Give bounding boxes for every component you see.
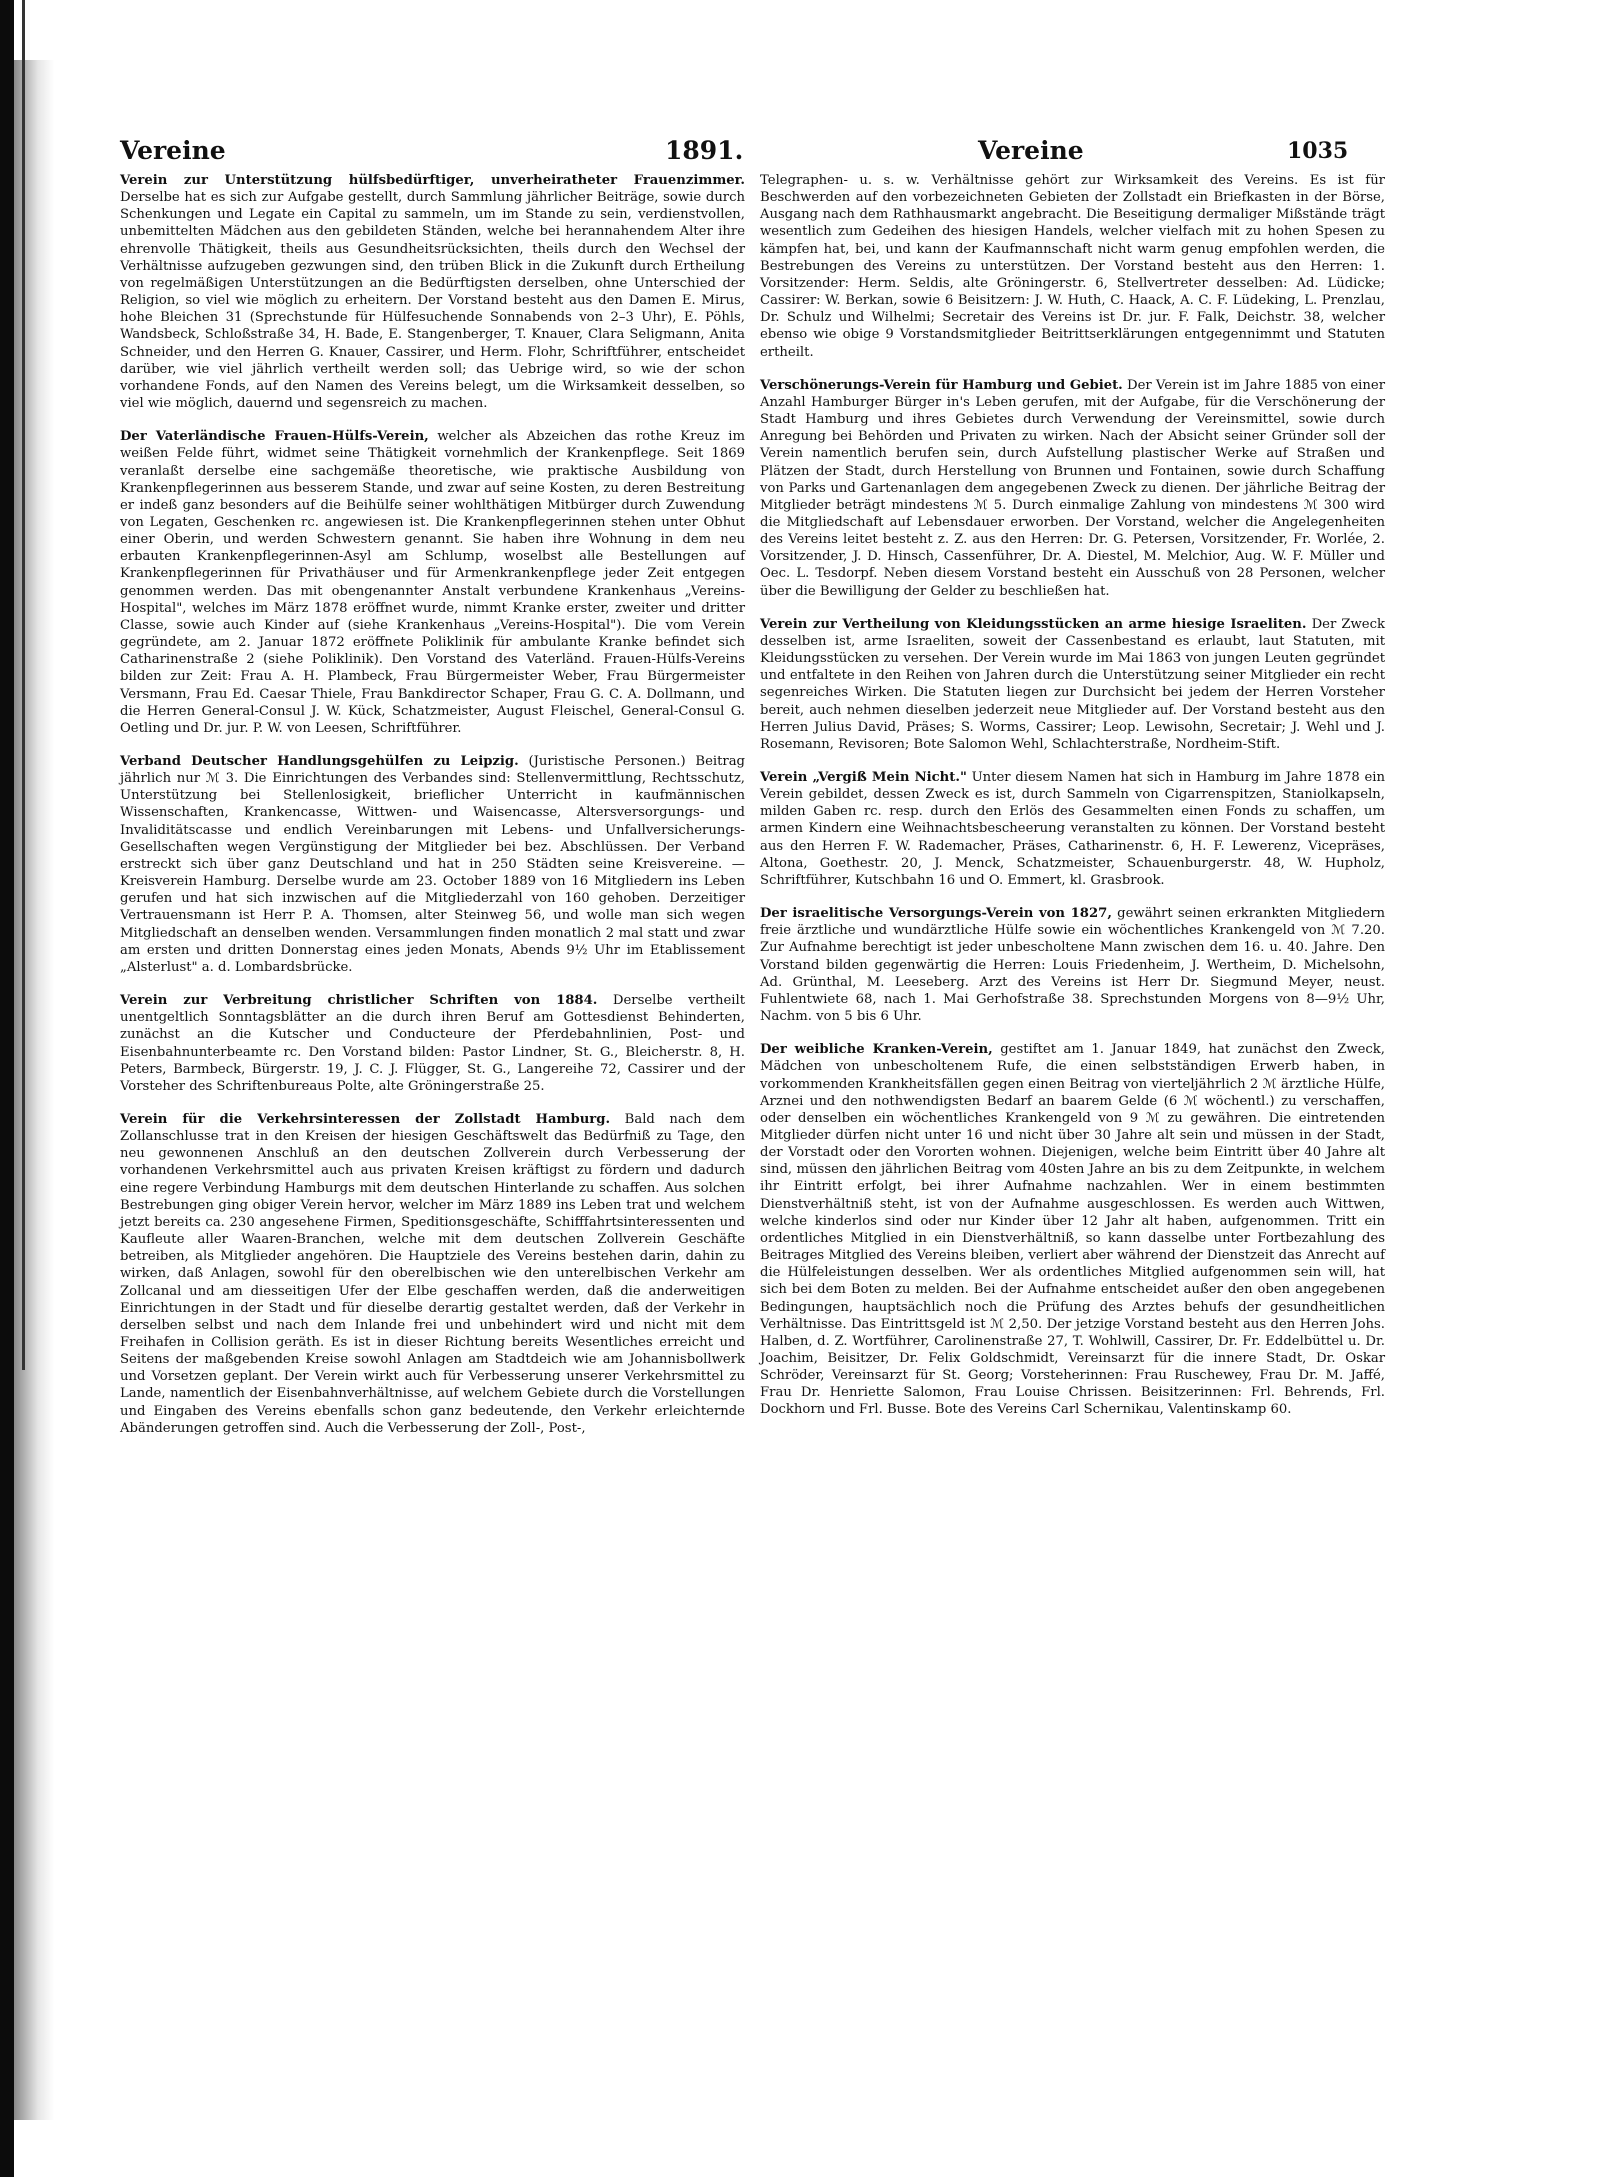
entry [120, 1111, 745, 1437]
header-year: 1891. [665, 136, 744, 165]
entry-title: Verein für die Verkehrsinteressen der Zollstadt Hamburg. [120, 1111, 611, 1127]
running-header [60, 136, 1349, 172]
page-gutter [14, 60, 54, 2120]
entry [120, 992, 745, 1095]
binding-shadow [0, 0, 14, 2177]
header-right-title: Vereine [978, 136, 1084, 165]
entry-text: Derselbe hat es sich zur Aufgabe gestellt, durch Sammlung jährlicher Beiträge, sowie durch Schenkungen und Legate ein Capital zu sammeln, um im Stande zu sein, verdienstvollen, unbemittelten Mädchen aus den gebildeten Ständen, welche bei herannahendem Alter ihre ehrenvolle Thätigkeit, theils aus Gesundheitsrücksichten, theils durch den Wechsel der Verhältnisse aufzugeben gezwungen sind, den trüben Blick in die Zukunft durch Ertheilung von regelmäßigen Unterstützungen an die Bedürftigsten derselben, ohne Unterschied der Religion, so viel wie möglich zu erheitern. Der Vorstand besteht aus den Damen E. Mirus, hohe Bleichen 31 (Sprechstunde für Hülfesuchende Sonnabends von 2–3 Uhr), E. Pöhls, Wandsbeck, Schloßstraße 34, H. Bade, E. Stangenberger, T. Knauer, Clara Seligmann, Anita Schneider, und den Herren G. Knauer, Cassirer, und Herm. Flohr, Schriftführer, entscheidet darüber, wie viel jährlich vertheilt werden soll; das Uebrige wird, so wie der schon vorhandene Fonds, auf den Namen des Vereins belegt, um die Wirksamkeit desselben, so viel wie möglich, dauernd und segensreich zu machen. [120, 190, 745, 412]
entry [760, 905, 1385, 1025]
entry-title: Der Vaterländische Frauen-Hülfs-Verein, [120, 429, 429, 445]
page [60, 136, 1385, 1986]
right-column [760, 172, 1385, 1435]
entry-title: Verband Deutscher Handlungsgehülfen zu Leipzig. [120, 754, 519, 769]
entry-text: Unter diesem Namen hat sich in Hamburg im Jahre 1878 ein Verein gebildet, dessen Zweck es ist, durch Sammeln von Cigarrenspitzen, Staniolkapseln, milden Gaben rc. resp. durch den Erlös des Gesammelten einen Fonds zu schaffen, um armen Kindern eine Weihnachtsbescheerung veranstalten zu können. Der Vorstand besteht aus den Herren F. W. Rademacher, Präses, Catharinenstr. 6, H. F. Lewerenz, Vicepräses, Altona, Goethestr. 20, J. Menck, Schatzmeister, Schauenburgerstr. 48, W. Hupholz, Schriftführer, Kutschbahn 16 und O. Emmert, kl. Grasbrook. [760, 770, 1385, 888]
entry [120, 428, 745, 737]
entry-title: Verein zur Verbreitung christlicher Schriften von 1884. [120, 993, 598, 1009]
entry-text: Telegraphen- u. s. w. Verhältnisse gehört zur Wirksamkeit des Vereins. Es ist für Beschwerden auf den vorbezeichneten Gebieten der Zollstadt ein Briefkasten in der Börse, Ausgang nach dem Rathhausmarkt angebracht. Die Beseitigung dermaliger Mißstände trägt wesentlich zum Gedeihen des hiesigen Handels, welcher vielfach mit zu hohen Spesen zu kämpfen hat, bei, und kann der Kaufmannschaft nicht warm genug empfohlen werden, die Bestrebungen des Vereins zu unterstützen. Der Vorstand besteht aus den Herren: 1. Vorsitzender: Herm. Seldis, alte Gröningerstr. 6, Stellvertreter desselben: Ad. Lüdicke; Cassirer: W. Berkan, sowie 6 Beisitzern: J. W. Huth, C. Haack, A. C. F. Lüdeking, L. Prenzlau, Dr. Schulz und Wilhelmi; Secretair des Vereins ist Dr. jur. F. Falk, Deichstr. 38, welcher ebenso wie obige 9 Vorstandsmitglieder Beitrittserklärungen entgegennimmt und Statuten ertheilt. [760, 173, 1385, 360]
header-left-title: Vereine [120, 136, 226, 165]
entry-title: Verein zur Unterstützung hülfsbedürftiger, unverheiratheter Frauenzimmer. [120, 173, 745, 188]
left-column [120, 172, 745, 1453]
entry [760, 616, 1385, 753]
entry [120, 172, 745, 412]
entry-text: Bald nach dem Zollanschlusse trat in den Kreisen der hiesigen Geschäftswelt das Bedürfniß zu Tage, den neu gewonnenen Anschluß an den deutschen Zollverein durch Verbesserung der vorhandenen Verkehrsmittel auch aus privaten Kreisen kräftigst zu fördern und dadurch eine regere Verbindung Hamburgs mit dem deutschen Hinterlande zu schaffen. Aus solchen Bestrebungen ging obiger Verein hervor, welcher im März 1889 ins Leben trat und welchem jetzt bereits ca. 230 angesehene Firmen, Speditionsgeschäfte, Schifffahrtsinteressenten und Kaufleute aller Waaren-Branchen, welche mit dem deutschen Zollverein Geschäfte betreiben, als Mitglieder angehören. Die Hauptziele des Vereins bestehen darin, dahin zu wirken, daß Anlagen, sowohl für den oberelbischen wie den unterelbischen Verkehr am Zollcanal und am diesseitigen Ufer der Elbe geschaffen werden, daß die anderweitigen Einrichtungen in der Stadt und für dieselbe derartig gestaltet werden, daß der Verkehr in derselben selbst und nach dem Inlande frei und unbehindert wird und nicht mit dem Freihafen in Collision geräth. Es ist in dieser Richtung bereits Wesentliches erreicht und Seitens der maßgebenden Kreise sowohl Anlagen am Stadtdeich wie am Johannisbollwerk und Vorsetzen geplant. Der Verein wirkt auch für Verbesserung unserer Verkehrsmittel zu Lande, namentlich der Eisenbahnverhältnisse, auf welchem Gebiete durch die Vorstellungen und Eingaben des Vereins ebenfalls schon ganz bedeutende, den Verkehr erleichternde Abänderungen getroffen sind. Auch die Verbesserung der Zoll-, Post-, [120, 1111, 745, 1436]
entry-text: gestiftet am 1. Januar 1849, hat zunächst den Zweck, Mädchen von unbescholtenem Rufe, die einen selbstständigen Erwerb haben, in vorkommenden Krankheitsfällen gegen einen Beitrag von vierteljährlich 2 ℳ ärztliche Hülfe, Arznei und den nothwendigsten Bedarf an baarem Gelde (6 ℳ wöchentl.) zu verschaffen, oder denselben ein wöchentliches Krankengeld von 9 ℳ zu gewähren. Die eintretenden Mitglieder dürfen nicht unter 16 und nicht über 30 Jahre alt sein und müssen in der Stadt, der Vorstadt oder den Vororten wohnen. Diejenigen, welche beim Eintritt über 40 Jahre alt sind, müssen den jährlichen Beitrag vom 40sten Jahre an bis zu dem Zeitpunkte, in welchem ihr Eintritt erfolgt, bei ihrer Aufnahme nachzahlen. Wer in einem bestimmten Dienstverhältniß steht, ist von der Aufnahme ausgeschlossen. Es werden auch Wittwen, welche kinderlos sind oder nur Kinder über 12 Jahr alt haben, aufgenommen. Tritt ein ordentliches Mitglied in ein Dienstverhältniß, so kann dasselbe unter Fortbezahlung des Beitrages Mitglied des Vereins bleiben, verliert aber während der Dienstzeit das Anrecht auf die Hülfeleistungen desselben. Wer als ordentliches Mitglied aufgenommen sein will, hat sich bei dem Boten zu melden. Bei der Aufnahme entscheidet außer den oben angegebenen Bedingungen, hauptsächlich noch die Prüfung des Arztes behufs der gesundheitlichen Verhältnisse. Das Eintrittsgeld ist ℳ 2,50. Der jetzige Vorstand besteht aus den Herren Johs. Halben, d. Z. Wortführer, Carolinenstraße 27, T. Wohlwill, Cassirer, Dr. Fr. Eddelbüttel u. Dr. Joachim, Beisitzer, Dr. Felix Goldschmidt, Vereinsarzt für die innere Stadt, Dr. Oskar Schröder, Vereinsarzt für St. Georg; Vorsteherinnen: Frau Ruschewey, Frau Dr. M. Jaffé, Frau Dr. Henriette Salomon, Frau Louise Chrissen. Beisitzerinnen: Frl. Behrends, Frl. Dockhorn und Frl. Busse. Bote des Vereins Carl Schernikau, Valentinskamp 60. [760, 1042, 1385, 1418]
entry-text: Der Verein ist im Jahre 1885 von einer Anzahl Hamburger Bürger in's Leben gerufen, mit der Aufgabe, für die Verschönerung der Stadt Hamburg und ihres Gebietes durch Verwendung der Vereinsmittel, sowie durch Anregung bei Behörden und Privaten zu wirken. Nach der Absicht seiner Gründer soll der Verein namentlich berufen sein, durch Aufstellung plastischer Werke auf Straßen und Plätzen der Stadt, durch Herstellung von Brunnen und Fontainen, sowie durch Schaffung von Parks und Gartenanlagen dem angegebenen Zweck zu dienen. Der jährliche Beitrag der Mitglieder beträgt mindestens ℳ 5. Durch einmalige Zahlung von mindestens ℳ 300 wird die Mitgliedschaft auf Lebensdauer erworben. Der Vorstand, welcher die Angelegenheiten des Vereins leitet besteht z. Z. aus den Herren: Dr. G. Petersen, Vorsitzender, Fr. Worlée, 2. Vorsitzender, J. D. Hinsch, Cassenführer, Dr. A. Diestel, M. Melchior, Aug. W. F. Müller und Oec. L. Tesdorpf. Neben diesem Vorstand besteht ein Ausschuß von 28 Personen, welcher über die Bewilligung der Gelder zu beschließen hat. [760, 377, 1385, 599]
entry [120, 753, 745, 976]
entry [760, 377, 1385, 600]
entry-title: Verschönerungs-Verein für Hamburg und Gebiet. [760, 377, 1123, 393]
entry [760, 769, 1385, 889]
entry-title: Verein zur Vertheilung von Kleidungsstücken an arme hiesige Israeliten. [760, 616, 1307, 632]
entry-title: Der israelitische Versorgungs-Verein von 1827, [760, 906, 1112, 922]
page-number: 1035 [1287, 138, 1349, 164]
entry-text: (Juristische Personen.) Beitrag jährlich nur ℳ 3. Die Einrichtungen des Verbandes sind: Stellenvermittlung, Rechtsschutz, Unterstützung bei Stellenlosigkeit, brieflicher Unterricht in kaufmännischen Wissenschaften, Krankencasse, Wittwen- und Waisencasse, Altersversorgungs- und Invaliditätscasse und endlich Vereinbarungen mit Lebens- und Unfallversicherungs-Gesellschaften wegen Vergünstigung der Mitglieder bei bez. Abschlüssen. Der Verband erstreckt sich über ganz Deutschland und hat in 250 Städten seine Kreisvereine. — Kreisverein Hamburg. Derselbe wurde am 23. October 1889 von 16 Mitgliedern ins Leben gerufen und hat sich inzwischen auf die Mitgliederzahl von 160 gehoben. Derzeitiger Vertrauensmann ist Herr P. A. Thomsen, alter Steinweg 56, und wolle man sich wegen Mitgliedschaft an denselben wenden. Versammlungen finden monatlich 2 mal statt und zwar am ersten und dritten Donnerstag eines jeden Monats, Abends 9½ Uhr im Etablissement „Alsterlust" a. d. Lombardsbrücke. [120, 754, 745, 975]
entry-title: Verein „Vergiß Mein Nicht." [760, 770, 967, 785]
entry [760, 1041, 1385, 1418]
binding-edge [22, 0, 25, 1370]
entry-text: welcher als Abzeichen das rothe Kreuz im weißen Felde führt, widmet seine Thätigkeit vornehmlich der Krankenpflege. Seit 1869 veranlaßt derselbe eine sachgemäße theoretische, wie praktische Ausbildung von Krankenpflegerinnen aus besserem Stande, und zwar auf seine Kosten, zu deren Bestreitung er indeß ganz besonders auf die Beihülfe seiner wohlthätigen Mitbürger durch Zuwendung von Legaten, Geschenken rc. angewiesen ist. Die Krankenpflegerinnen stehen unter Obhut einer Oberin, und werden Schwestern genannt. Sie haben ihre Wohnung in dem neu erbauten Krankenpflegerinnen-Asyl am Schlump, woselbst alle Bestellungen auf Krankenpflegerinnen für Privathäuser und für Armenkrankenpflege jeder Zeit entgegen genommen werden. Das mit obengenannter Anstalt verbundene Krankenhaus „Vereins-Hospital", welches im März 1878 eröffnet wurde, nimmt Kranke erster, zweiter und dritter Classe, sowie auch Kinder auf (siehe Krankenhaus „Vereins-Hospital"). Die vom Verein gegründete, am 2. Januar 1872 eröffnete Poliklinik für ambulante Kranke befindet sich Catharinenstraße 2 (siehe Poliklinik). Den Vorstand des Vaterländ. Frauen-Hülfs-Vereins bilden zur Zeit: Frau A. H. Plambeck, Frau Bürgermeister Weber, Frau Bürgermeister Versmann, Frau Ed. Caesar Thiele, Frau Bankdirector Schaper, Frau G. C. A. Dollmann, und die Herren General-Consul J. W. Kück, Schatzmeister, August Fleischel, General-Consul G. Oetling und Dr. jur. P. W. von Leesen, Schriftführer. [120, 429, 745, 736]
entry-text: gewährt seinen erkrankten Mitgliedern freie ärztliche und wundärztliche Hülfe sowie ein wöchentliches Krankengeld von ℳ 7.20. Zur Aufnahme berechtigt ist jeder unbescholtene Mann zwischen dem 16. u. 40. Jahre. Den Vorstand bilden gegenwärtig die Herren: Louis Friedenheim, J. Wertheim, D. Michelsohn, Ad. Grünthal, M. Leeseberg. Arzt des Vereins ist Herr Dr. Siegmund Meyer, neust. Fuhlentwiete 68, nach 1. Mai Gerhofstraße 38. Sprechstunden Morgens von 8—9½ Uhr, Nachm. von 5 bis 6 Uhr. [760, 906, 1385, 1025]
entry-text: Der Zweck desselben ist, arme Israeliten, soweit der Cassenbestand es erlaubt, laut Statuten, mit Kleidungsstücken zu versehen. Der Verein wurde im Mai 1863 von jungen Leuten gegründet und entfaltete in den Reihen von Jahren durch die Unterstützung seiner Mitglieder ein recht segenreiches Wirken. Die Statuten liegen zur Durchsicht bei jedem der Herren Vorsteher bereit, auch nehmen dieselben jederzeit neue Mitglieder auf. Der Vorstand besteht aus den Herren Julius David, Präses; S. Worms, Cassirer; Leop. Lewisohn, Secretair; J. Wehl und J. Rosemann, Revisoren; Bote Salomon Wehl, Schlachterstraße, Nordheim-Stift. [760, 616, 1385, 752]
entry [760, 172, 1385, 361]
entry-title: Der weibliche Kranken-Verein, [760, 1042, 993, 1058]
entry-text: Derselbe vertheilt unentgeltlich Sonntagsblätter an die durch ihren Beruf am Gottesdienst Behinderten, zunächst an die Kutscher und Conducteure der Pferdebahnlinien, Post- und Eisenbahnunterbeamte rc. Den Vorstand bilden: Pastor Lindner, St. G., Bleicherstr. 8, H. Peters, Barmbeck, Bürgerstr. 19, J. C. J. Flügger, St. G., Langereihe 72, Cassirer und der Vorsteher des Schriftenbureaus Polte, alte Gröningerstraße 25. [120, 993, 745, 1094]
